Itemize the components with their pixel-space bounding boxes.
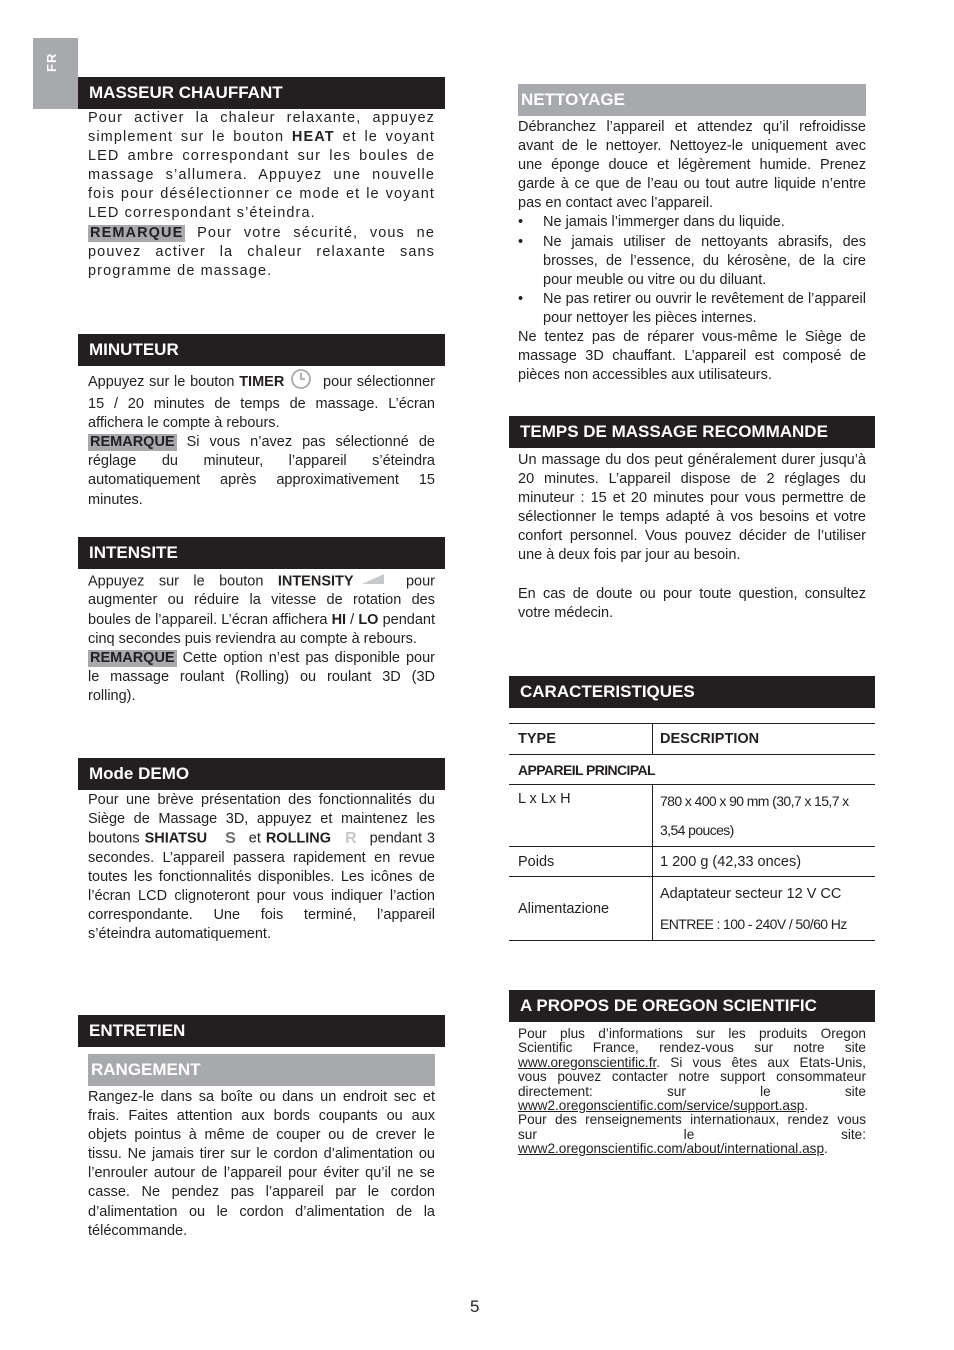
specifications-table bbox=[509, 723, 875, 941]
cell-description: Adaptateur secteur 12 V CC ENTREE : 100 - 240V / 50/60 Hz bbox=[653, 877, 876, 941]
section-title-apropos: A PROPOS DE OREGON SCIENTIFIC bbox=[509, 990, 875, 1022]
column-header-description: DESCRIPTION bbox=[653, 724, 876, 755]
section-body-minuteur: Appuyez sur le bouton TIMER pour sélectionner 15 / 20 minutes de temps de massage. L’écran affichera le compte à rebours. REMARQUE Si vous n’avez pas sélectionné de réglage du minuteur, l’appareil s’éteindra automatiquement après approximativement 15 minutes. bbox=[88, 369, 435, 510]
clock-icon bbox=[290, 369, 312, 395]
list-item: • Ne jamais utiliser de nettoyants abrasifs, des brosses, de l’essence, du kérosène, de la cire pour meuble ou vitre ou du diluant. bbox=[518, 233, 866, 290]
section-body-intensite: Appuyez sur le bouton INTENSITY pour augmenter ou réduire la vitesse de rotation des boules de l’appareil. L’écran affichera HI / LO pendant cinq secondes puis reviendra au compte à rebours. REMARQUE Cette option n’est pas disponible pour le massage roulant (Rolling) ou roulant 3D (3D rolling). bbox=[88, 573, 435, 704]
section-title-nettoyage: NETTOYAGE bbox=[518, 84, 866, 116]
section-title-masseur: MASSEUR CHAUFFANT bbox=[78, 77, 445, 109]
table-group-row bbox=[509, 755, 875, 785]
section-title-entretien: ENTRETIEN bbox=[78, 1015, 445, 1047]
nettoyage-bullet-list bbox=[518, 213, 866, 328]
section-body-apropos: Pour plus d’informations sur les produits Oregon Scientific France, rendez-vous sur notre site www.oregonscientific.fr. Si vous êtes aux Etats-Unis, vous pouvez contacter notre support consommateur directement: sur le site www2.oregonscientific.com/service/support.asp. Pour des renseignements internationaux, rendez vous sur le site: www2.oregonscientific.com/about/international.asp. bbox=[518, 1026, 866, 1157]
list-item: • Ne pas retirer ou ouvrir le revêtement de l’appareil pour nettoyer les pièces internes. bbox=[518, 290, 866, 328]
section-title-minuteur: MINUTEUR bbox=[78, 334, 445, 366]
cell-description: 1 200 g (42,33 onces) bbox=[653, 847, 876, 877]
section-body-nettoyage: Débranchez l’appareil et attendez qu’il refroidisse avant de le nettoyer. Nettoyez-le uniquement avec une éponge douce et légèrement humide. Prenez garde à ce que de l’eau ou tout autre liquide n’entre pas en contact avec l’appareil. • Ne jamais l’immerger dans du liquide. • Ne jamais utiliser de nettoyants abrasifs, des brosses, de l’essence, du kérosène, de la cire pour meuble ou vitre ou du diluant. • Ne pas retirer ou ouvrir le revêtement de l’appareil pour nettoyer les pièces internes. Ne tentez pas de réparer vous-même le Siège de massage 3D chauffant. L’appareil est composé de pièces non accessibles aux utilisateurs. bbox=[518, 118, 866, 385]
link-oregon-fr[interactable]: www.oregonscientific.fr bbox=[518, 1054, 657, 1070]
cell-type: Alimentazione bbox=[509, 877, 653, 941]
cell-type: L x Lx H bbox=[509, 785, 653, 847]
section-title-intensite: INTENSITE bbox=[78, 537, 445, 569]
cell-description: 780 x 400 x 90 mm (30,7 x 15,7 x 3,54 pouces) bbox=[653, 785, 876, 847]
note-badge: REMARQUE bbox=[90, 224, 184, 241]
intensity-icon bbox=[360, 572, 386, 591]
section-title-temps: TEMPS DE MASSAGE RECOMMANDE bbox=[509, 416, 875, 448]
section-body-rangement: Rangez-le dans sa boîte ou dans un endroit sec et frais. Faites attention aux bords coupants ou aux objets pointus à même de couper ou de crever le tissu. Ne jamais tirer sur le cordon d’alimentation ou l’enrouler autour de l’appareil pour éviter qu’il ne se casse. Ne pendez pas l’appareil par le cordon d’alimentation ou le cordon d’alimentation de la télécommande. bbox=[88, 1089, 435, 1239]
list-item: • Ne jamais l’immerger dans du liquide. bbox=[518, 213, 866, 232]
page-number: 5 bbox=[470, 1297, 480, 1316]
group-label: APPAREIL PRINCIPAL bbox=[509, 755, 875, 785]
section-body-masseur: Pour activer la chaleur relaxante, appuyez simplement sur le bouton HEAT et le voyant LED ambre correspondant sur les boules de massage s’allumera. Appuyez une nouvelle fois pour désélectionner ce mode et le voyant LED correspondant s’éteindra. REMARQUE Pour votre sécurité, vous ne pouvez activer la chaleur relaxante sans programme de massage. bbox=[88, 110, 435, 279]
shiatsu-s-icon: S bbox=[225, 830, 236, 848]
language-label: FR bbox=[44, 52, 59, 72]
table-row bbox=[509, 785, 875, 847]
section-title-demo: Mode DEMO bbox=[78, 758, 445, 790]
table-header-row bbox=[509, 724, 875, 755]
note-badge: REMARQUE bbox=[90, 434, 175, 451]
section-title-caracteristiques: CARACTERISTIQUES bbox=[509, 676, 875, 708]
language-tab bbox=[33, 38, 78, 109]
section-body-temps: Un massage du dos peut généralement durer jusqu’à 20 minutes. L’appareil dispose de 2 réglages du minuteur : 15 et 20 minutes pour vous permettre de sélectionner le temps adapté à vos besoins et votre confort personnel. Vous pouvez décider de l’utiliser une à deux fois par jour au besoin. En cas de doute ou pour toute question, consultez votre médecin. bbox=[518, 452, 866, 621]
cell-type: Poids bbox=[509, 847, 653, 877]
link-international[interactable]: www2.oregonscientific.com/about/international.asp bbox=[518, 1141, 825, 1157]
table-row bbox=[509, 877, 875, 941]
note-badge: REMARQUE bbox=[90, 649, 175, 666]
table-row bbox=[509, 847, 875, 877]
column-header-type: TYPE bbox=[509, 724, 653, 755]
section-body-demo: Pour une brève présentation des fonctionnalités du Siège de Massage 3D, appuyez et maintenez les boutons SHIATSU S et ROLLING R pendant 3 secondes. L’appareil passera rapidement en revue toutes les fonctionnalités disponibles. Les icônes de l’écran LCD clignoteront pour vous indiquer l’action correspondante. Une fois terminé, l’appareil s’éteindra automatiquement. bbox=[88, 792, 435, 943]
rolling-r-icon: R bbox=[345, 830, 357, 848]
subsection-title-rangement: RANGEMENT bbox=[88, 1054, 435, 1086]
link-support[interactable]: www2.oregonscientific.com/service/support.asp bbox=[518, 1098, 805, 1114]
